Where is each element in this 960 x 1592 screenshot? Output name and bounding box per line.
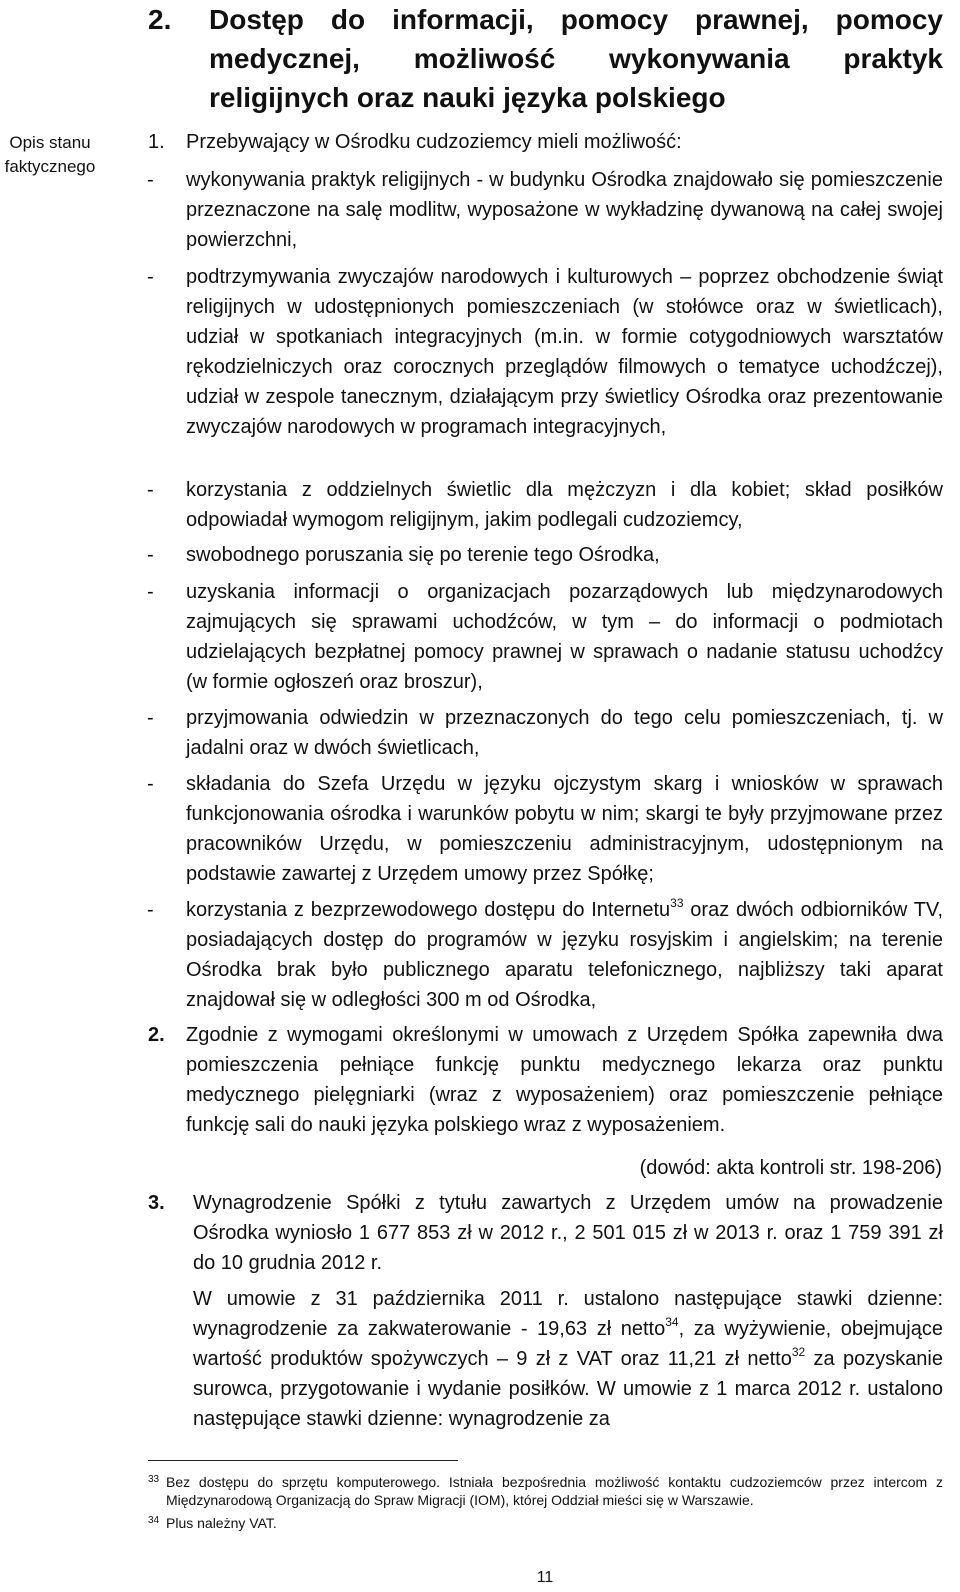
list-item xyxy=(147,895,943,1015)
list-dash: - xyxy=(147,544,154,566)
list-item-text-cont: oraz dwóch odbiorników TV, posiadających dostęp do programów w języku rosyjskim i angielskim; na terenie Ośrodka brak było publicznego aparatu telefonicznego, najbliższy taki aparat znajdował się w odległości 300 m od Ośrodka, xyxy=(186,899,943,1011)
list-item xyxy=(147,769,943,889)
section-2-paragraph xyxy=(148,1020,943,1140)
footnote-mark: 34 xyxy=(148,1515,160,1526)
list-item-text: składania do Szefa Urzędu w języku ojczystym skarg i wniosków w sprawach funkcjonowania ośrodka i warunków pobytu w nim; skargi te były przyjmowane przez pracowników Urzędu, w pomieszczeniu administracyjnym, udostępnionym na podstawie zawartej z Urzędem umowy przez Spółkę; xyxy=(186,773,943,885)
list-dash: - xyxy=(147,266,154,288)
evidence-reference: (dowód: akta kontroli str. 198-206) xyxy=(639,1157,942,1179)
heading-number: 2. xyxy=(148,4,172,35)
section-1-number: 1. xyxy=(148,131,165,153)
list-item xyxy=(147,475,943,535)
section-2-number: 2. xyxy=(148,1024,165,1046)
footnote-separator xyxy=(148,1460,458,1461)
list-dash: - xyxy=(147,899,154,921)
footnote xyxy=(148,1514,943,1532)
footnote-text: Plus należny VAT. xyxy=(166,1515,277,1531)
list-item-text: podtrzymywania zwyczajów narodowych i kulturowych – poprzez obchodzenie świąt religijnych w udostępnionych pomieszczeniach (w stołówce oraz w świetlicach), udział w spotkaniach integracyjnych (m.in. w formie cotygodniowych warsztatów rękodzielniczych oraz corocznych przeglądów filmowych o tematyce uchodźczej), udział w zespole tanecznym, działającym przy świetlicy Ośrodka oraz prezentowanie zwyczajów narodowych w programach integracyjnych, xyxy=(186,266,943,438)
list-item-text: wykonywania praktyk religijnych - w budynku Ośrodka znajdowało się pomieszczenie przeznaczone na salę modlitw, wyposażone w wykładzinę dywanową na całej swojej powierzchni, xyxy=(186,169,943,251)
section-heading xyxy=(148,0,943,117)
list-item xyxy=(147,540,943,570)
rates-text-b: , za wyżywienie, obejmujące wartość produktów spożywczych – 9 zł z VAT oraz 11,21 zł netto xyxy=(193,1318,943,1370)
list-item xyxy=(147,262,943,442)
list-dash: - xyxy=(147,479,154,501)
list-item xyxy=(147,165,943,255)
list-item-text: uzyskania informacji o organizacjach pozarządowych lub międzynarodowych zajmujących się sprawami uchodźców, w tym – do informacji o podmiotach udzielających bezpłatnej pomocy prawnej w sprawach o nadanie statusu uchodźcy (w formie ogłoszeń oraz broszur), xyxy=(186,581,943,693)
list-item xyxy=(147,577,943,697)
footnote-ref-34: 34 xyxy=(665,1315,679,1329)
list-item-text: korzystania z oddzielnych świetlic dla mężczyzn i dla kobiet; skład posiłków odpowiadał wymogom religijnym, jakim podlegali cudzoziemcy, xyxy=(186,479,943,531)
list-dash: - xyxy=(147,169,154,191)
list-item-text: swobodnego poruszania się po terenie tego Ośrodka, xyxy=(186,544,660,566)
margin-note: Opis stanu faktycznego xyxy=(4,133,96,176)
rates-text-a: W umowie z 31 października 2011 r. ustalono następujące stawki dzienne: wynagrodzenie za zakwaterowanie - 19,63 zł netto xyxy=(193,1288,943,1340)
list-dash: - xyxy=(147,773,154,795)
section-3-paragraph xyxy=(148,1188,943,1278)
list-item-text: korzystania z bezprzewodowego dostępu do Internetu xyxy=(186,899,671,921)
section-3-number: 3. xyxy=(148,1192,165,1214)
section-3-paragraph-2 xyxy=(193,1284,943,1434)
list-dash: - xyxy=(147,581,154,603)
list-item xyxy=(147,703,943,763)
list-dash: - xyxy=(147,707,154,729)
footnote-ref-33: 33 xyxy=(670,896,684,910)
footnote-mark: 33 xyxy=(148,1474,160,1485)
section-2-text: Zgodnie z wymogami określonymi w umowach z Urzędem Spółka zapewniła dwa pomieszczenia pełniące funkcję punktu medycznego lekarza oraz punktu medycznego pielęgniarki (wraz z wyposażeniem) oraz pomieszczenie pełniące funkcję sali do nauki języka polskiego wraz z wyposażeniem. xyxy=(186,1024,943,1136)
page-number: 11 xyxy=(536,1569,554,1586)
section-1-intro-text: Przebywający w Ośrodku cudzoziemcy mieli możliwość: xyxy=(186,131,682,153)
footnote-text: Bez dostępu do sprzętu komputerowego. Istniała bezpośrednia możliwość kontaktu cudzoziemców przez intercom z Międzynarodową Organizacją do Spraw Migracji (IOM), której Oddział mieści się w Warszawie. xyxy=(166,1474,943,1508)
footnote xyxy=(148,1473,943,1509)
list-item-text: przyjmowania odwiedzin w przeznaczonych do tego celu pomieszczeniach, tj. w jadalni oraz w dwóch świetlicach, xyxy=(186,707,943,759)
rates-text-c: za pozyskanie surowca, przygotowanie i wydanie posiłków. W umowie z 1 marca 2012 r. ustalono następujące stawki dzienne: wynagrodzenie za xyxy=(193,1348,944,1430)
heading-text: Dostęp do informacji, pomocy prawnej, pomocy medycznej, możliwość wykonywania praktyk religijnych oraz nauki języka polskiego xyxy=(209,4,943,113)
footnote-ref-32: 32 xyxy=(791,1345,806,1359)
section-1-intro xyxy=(148,127,943,157)
section-3-text: Wynagrodzenie Spółki z tytułu zawartych z Urzędem umów na prowadzenie Ośrodka wyniosło 1 677 853 zł w 2012 r., 2 501 015 zł w 2013 r. oraz 1 759 391 zł do 10 grudnia 2012 r. xyxy=(193,1192,943,1274)
